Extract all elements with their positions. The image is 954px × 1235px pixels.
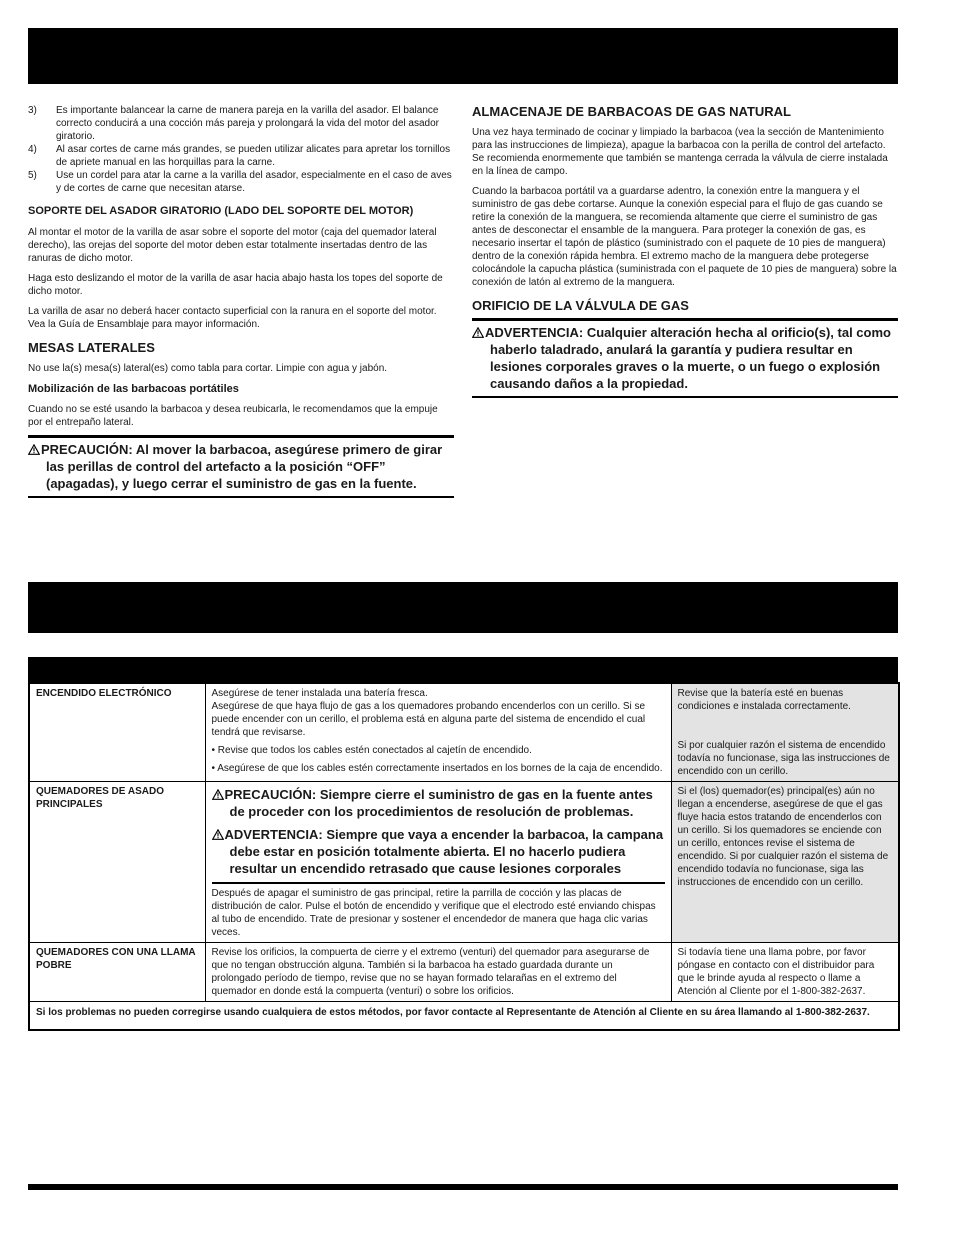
remedy-cell: Revise que la batería esté en buenas condiciones e instalada correctamente. Si por cualquier razón el sistema de encendido todavía no funcionase, siga las instrucciones de encendido con un cerillo. — [671, 683, 899, 782]
bottom-rule — [28, 1184, 898, 1190]
table-footer-row — [29, 1002, 899, 1031]
list-item: 5) Use un cordel para atar la carne a la varilla del asador, especialmente en el caso de aves y de cortes de carne que necesitan atarse. — [28, 170, 452, 194]
storage-paragraph: Cuando la barbacoa portátil va a guardarse adentro, la conexión entre la manguera y el suministro de gas debe cortarse. Aunque la conexión especial para el flujo de gas cuando se retire la conexión de la manguera, se recomienda altamente que cierre el suministro de gas antes de desconectar el ensamble de la manguera. Para proteger la conexión de gas, es necesario insertar el tapón de plástico (suministrado con el paquete de 10 pies de manguera) dentro de la conexión rápida hembra. El extremo macho de la manguera debe protegerse colocándole la capucha plástica (suministrada con el paquete de 10 pies de manguera) sobre la conexión de latón al extremo de la manguera. — [472, 186, 897, 288]
rotisserie-heading: SOPORTE DEL ASADOR GIRATORIO (LADO DEL SOPORTE DEL MOTOR) — [28, 205, 414, 217]
cause-cell: Asegúrese de tener instalada una batería fresca. Asegúrese de que haya flujo de gas a los quemadores probando encenderlos con un cerillo. Si se puede encender con un cerillo, el problema está en alguna parte del sistema de encendido el cual tendrá que revisarse. • Revise que todos los cables estén conectados al cajetín de encendido. • Asegúrese de que los cables estén correctamente insertados en los bornes de la caja de encendido. — [205, 683, 671, 782]
warning-triangle-icon — [212, 826, 225, 843]
remedy-cell: Si todavía tiene una llama pobre, por favor póngase en contacto con el distribuidor para que le brinde ayuda al respecto o llame a Atención al Cliente por el 1-800-382-2637. — [671, 943, 899, 1002]
cause-cell: PRECAUCIÓN: Siempre cierre el suministro de gas en la fuente antes de proceder con los procedimientos de resolución de problemas. ADVERTENCIA: Siempre que vaya a encender la barbacoa, la campana debe estar en posición totalmente abierta. El no hacerlo pudiera resultar un encendido retrasado que cause lesiones corporales Después de apagar el suministro de gas principal, retire la parrilla de cocción y las placas de distribución de calor. Pulse el botón de encendido y verifique que el electrodo esté enviando chispas al tubo de encendido. Trate de presionar y sostener el encendedor de manera que haga clic varias veces. — [205, 782, 671, 943]
warning-triangle-icon — [212, 786, 225, 803]
storage-heading: ALMACENAJE DE BARBACOAS DE GAS NATURAL — [472, 104, 791, 119]
warning-box — [472, 318, 898, 398]
rotisserie-paragraph: Al montar el motor de la varilla de asar sobre el soporte del motor (caja del quemador lateral derecho), las orejas del soporte del motor deben estar totalmente insertadas dentro de las ranuras de dicho motor. — [28, 227, 437, 264]
caution-text: PRECAUCIÓN: Siempre cierre el suministro de gas en la fuente antes de proceder con los procedimientos de resolución de problemas. — [212, 786, 665, 820]
left-column — [28, 104, 454, 498]
header-band-middle — [28, 582, 898, 633]
warning-text: ADVERTENCIA: Cualquier alteración hecha al orificio(s), tal como haberlo taladrado, anulará la garantía y pudiera resultar en lesiones corporales graves o la muerte, o un fuego o explosión causando daños a la propiedad. — [485, 325, 891, 391]
problem-cell: QUEMADORES DE ASADO PRINCIPALES — [29, 782, 205, 943]
warning-triangle-icon — [472, 324, 485, 341]
caution-text: PRECAUCIÓN: Al mover la barbacoa, asegúrese primero de girar las perillas de control del artefacto a la posición “OFF” (apagadas), y luego cerrar el suministro de gas en la fuente. — [41, 442, 443, 491]
problem-cell: ENCENDIDO ELECTRÓNICO — [29, 683, 205, 782]
list-item: 3) Es importante balancear la carne de manera pareja en la varilla del asador. El balance correcto conducirá a una cocción más pareja y prolongará la vida del motor del asador giratorio. — [28, 105, 439, 142]
caution-box — [28, 435, 454, 498]
table-footer-note: Si los problemas no pueden corregirse usando cualquiera de estos métodos, por favor contacte al Representante de Atención al Cliente en su área llamando al 1-800-382-2637. — [29, 1002, 899, 1031]
table-row — [29, 782, 899, 943]
rotisserie-paragraph: Haga esto deslizando el motor de la varilla de asar hacia abajo hasta los topes del soporte de dicho motor. — [28, 273, 443, 297]
warning-text: ADVERTENCIA: Siempre que vaya a encender la barbacoa, la campana debe estar en posición totalmente abierta. El no hacerlo pudiera resultar un encendido retrasado que cause lesiones corporales — [212, 826, 665, 877]
storage-paragraph: Una vez haya terminado de cocinar y limpiado la barbacoa (vea la sección de Mantenimiento para las instrucciones de limpieza), apague la barbacoa con la perilla de control del artefacto. Se recomienda enormemente que también se mantenga cerrada la válvula de cierre instalada en la línea de campo. — [472, 127, 888, 177]
list-item: 4) Al asar cortes de carne más grandes, se pueden utilizar alicates para apretar los tornillos de apriete manual en las horquillas para la carne. — [28, 144, 451, 168]
header-band-top — [28, 28, 898, 84]
mobilization-heading: Mobilización de las barbacoas portátiles — [28, 383, 239, 395]
rotisserie-paragraph: La varilla de asar no deberá hacer contacto superficial con la ranura en el soporte del motor. Vea la Guía de Ensamblaje para mayor información. — [28, 306, 437, 330]
right-column — [472, 104, 898, 398]
problem-cell: QUEMADORES CON UNA LLAMA POBRE — [29, 943, 205, 1002]
side-tables-heading: MESAS LATERALES — [28, 340, 155, 355]
table-header-band — [28, 657, 898, 682]
cause-cell: Revise los orificios, la compuerta de cierre y el extremo (venturi) del quemador para asegurarse de que no tengan obstrucción alguna. También si la barbacoa ha estado guardada durante un prolongado período de tiempo, revise que no se hayan formado telarañas en el extremo del quemador en donde está la compuerta (venturi) o sobre los orificios. — [205, 943, 671, 1002]
orifice-heading: ORIFICIO DE LA VÁLVULA DE GAS — [472, 298, 689, 313]
side-tables-paragraph: No use la(s) mesa(s) lateral(es) como tabla para cortar. Limpie con agua y jabón. — [28, 363, 388, 374]
table-row — [29, 683, 899, 782]
table-row — [29, 943, 899, 1002]
troubleshooting-table — [28, 682, 900, 1031]
remedy-cell: Si el (los) quemador(es) principal(es) aún no llegan a encenderse, asegúrese de que el gas fluye hacia estos tratando de encenderlos con un cerillo. Si los quemadores se enciende con un cerillo, entonces revise el sistema de encendido. Si por cualquier razón el sistema de encendido todavía no funcionase, siga las instrucciones de encendido con un cerillo. — [671, 782, 899, 943]
mobilization-paragraph: Cuando no se esté usando la barbacoa y desea reubicarla, le recomendamos que la empuje por el entrepaño lateral. — [28, 404, 438, 428]
warning-triangle-icon — [28, 441, 41, 458]
